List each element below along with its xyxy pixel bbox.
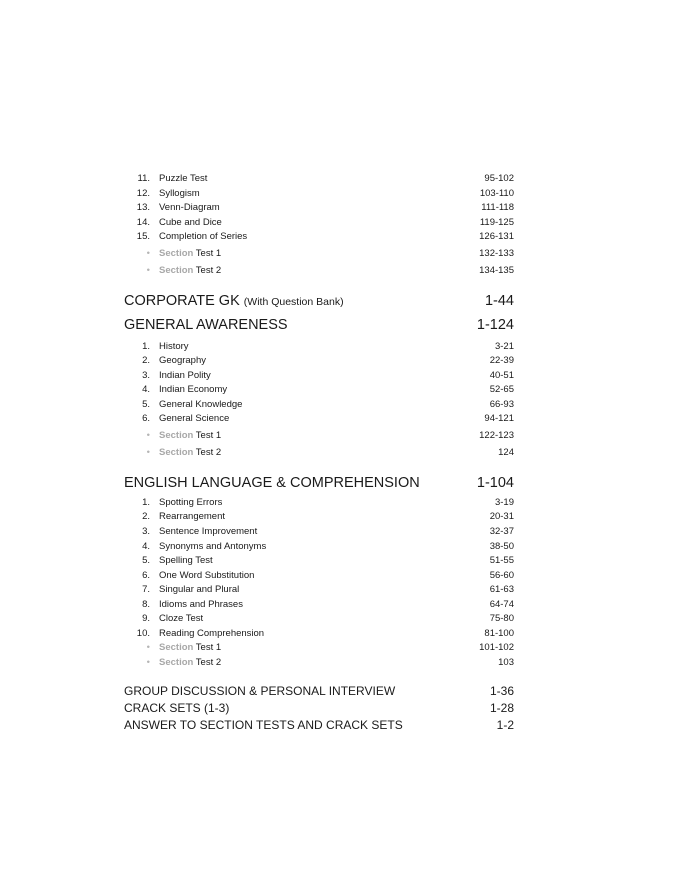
section-test-entry: • Section Test 2 124 xyxy=(124,447,514,458)
toc-entry: 5. Spelling Test 51-55 xyxy=(142,555,514,566)
section-heading-general-awareness: GENERAL AWARENESS 1-124 xyxy=(124,317,514,333)
section-test-entry: • Section Test 2 134-135 xyxy=(124,265,514,276)
section-heading-english: ENGLISH LANGUAGE & COMPREHENSION 1-104 xyxy=(124,475,514,491)
toc-entry: 2. Rearrangement 20-31 xyxy=(142,511,514,522)
section-heading-group-discussion: GROUP DISCUSSION & PERSONAL INTERVIEW 1-36 xyxy=(124,684,514,698)
toc-entry: 3. Sentence Improvement 32-37 xyxy=(142,526,514,537)
section-test-entry: • Section Test 1 101-102 xyxy=(124,642,514,653)
section-heading-crack-sets: CRACK SETS (1-3) 1-28 xyxy=(124,701,514,715)
bullet-icon: • xyxy=(146,430,150,441)
toc-entry: 15. Completion of Series 126-131 xyxy=(136,231,514,242)
toc-entry: 12. Syllogism 103-110 xyxy=(136,188,514,199)
section-test-entry: • Section Test 2 103 xyxy=(124,657,514,668)
bullet-icon: • xyxy=(146,248,150,259)
toc-entry: 9. Cloze Test 75-80 xyxy=(142,613,514,624)
toc-entry: 7. Singular and Plural 61-63 xyxy=(142,584,514,595)
toc-entry: 6. General Science 94-121 xyxy=(142,413,514,424)
toc-entry: 4. Synonyms and Antonyms 38-50 xyxy=(142,541,514,552)
toc-entry: 11. Puzzle Test 95-102 xyxy=(137,173,514,184)
toc-entry: 1. Spotting Errors 3-19 xyxy=(142,497,514,508)
toc-entry: 14. Cube and Dice 119-125 xyxy=(136,217,514,228)
toc-entry: 8. Idioms and Phrases 64-74 xyxy=(142,599,514,610)
toc-entry: 10. Reading Comprehension 81-100 xyxy=(136,628,514,639)
bullet-icon: • xyxy=(146,265,150,276)
section-test-entry: • Section Test 1 122-123 xyxy=(124,430,514,441)
toc-entry: 6. One Word Substitution 56-60 xyxy=(142,570,514,581)
section-test-entry: • Section Test 1 132-133 xyxy=(124,248,514,259)
bullet-icon: • xyxy=(146,447,150,458)
toc-entry: 5. General Knowledge 66-93 xyxy=(142,399,514,410)
bullet-icon: • xyxy=(146,642,150,653)
toc-entry: 3. Indian Polity 40-51 xyxy=(142,370,514,381)
toc-entry: 2. Geography 22-39 xyxy=(142,355,514,366)
toc-entry: 13. Venn-Diagram 111-118 xyxy=(136,202,514,213)
section-heading-answers: ANSWER TO SECTION TESTS AND CRACK SETS 1-2 xyxy=(124,718,514,732)
toc-entry: 4. Indian Economy 52-65 xyxy=(142,384,514,395)
section-heading-corporate-gk: CORPORATE GK (With Question Bank) 1-44 xyxy=(124,293,514,309)
toc-entry: 1. History 3-21 xyxy=(142,341,514,352)
bullet-icon: • xyxy=(146,657,150,668)
